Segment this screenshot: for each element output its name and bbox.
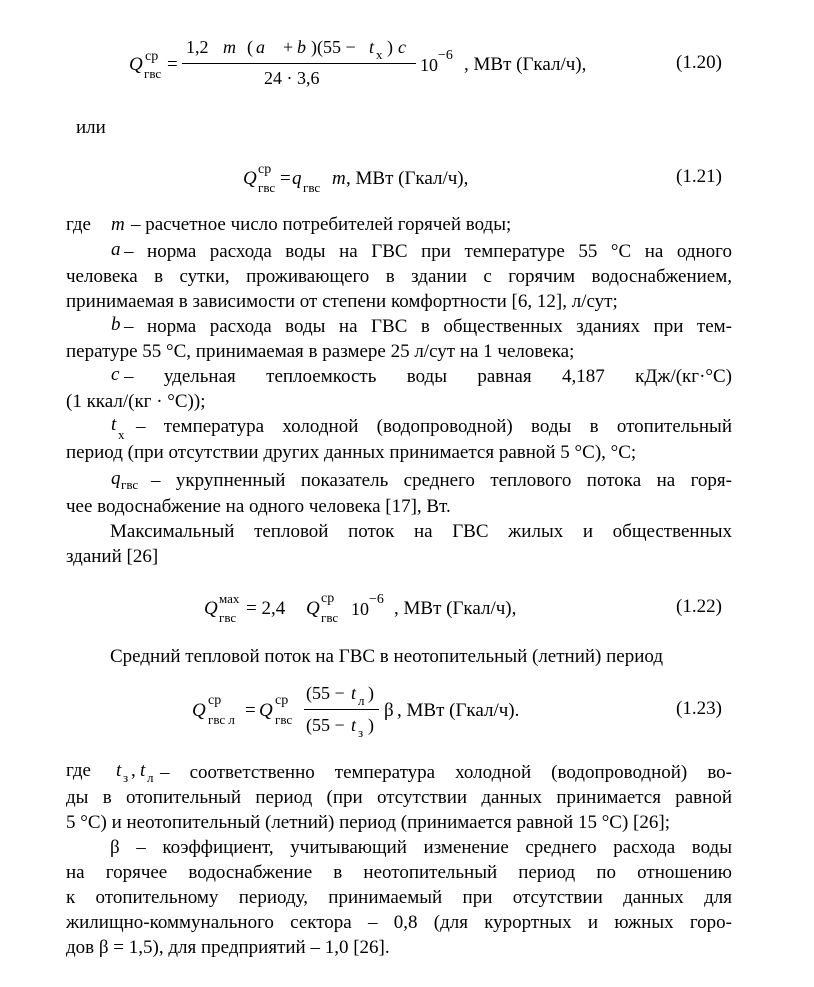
definition-symbol-q-subscript: гвс [121, 477, 139, 492]
formula-symbol-Q: Q [243, 168, 257, 189]
definition-text: человека в сутки, проживающего в здании с горячим водоснабжением, [66, 266, 732, 287]
numerator-open: (55 − [306, 683, 345, 703]
numerator-coefficient: 1,2 [186, 37, 209, 57]
definition-symbol-b: b [111, 314, 121, 335]
definition-text: β – коэффициент, учитывающий изменение среднего расхода воды [110, 837, 732, 858]
fraction-bar [182, 63, 416, 64]
numerator-close: ) [368, 683, 374, 703]
formula-superscript: ср [258, 162, 272, 177]
definition-text: на горячее водоснабжение в неотопительный период по отношению [66, 862, 732, 883]
where-word: где [66, 760, 91, 781]
definition-text: к отопительному периоду, принимаемый при отсутствии данных для [66, 887, 732, 908]
definition-text: ды в отопительный период (при отсутствии данных принимается равной [66, 787, 732, 808]
numerator-t: t [351, 683, 357, 703]
where-word: где [66, 214, 91, 235]
denominator-open: (55 − [306, 715, 345, 735]
definition-symbol-t: t [111, 414, 117, 435]
formula-equals: = [280, 168, 291, 189]
formula-number: (1.23) [676, 698, 722, 719]
formula-q-subscript: гвс [303, 180, 321, 195]
formula-number: (1.20) [676, 52, 722, 73]
definition-text: – соответственно температура холодной (водопроводной) во- [160, 762, 732, 783]
numerator-t: t [369, 37, 375, 57]
formula-equals-coefficient: = 2,4 [246, 598, 286, 619]
definition-text: – норма расхода воды на ГВС в общественных зданиях при тем- [124, 316, 732, 337]
formula-units: , МВт (Гкал/ч), [464, 54, 587, 75]
numerator-middle: )(55 − [311, 37, 356, 57]
formula-superscript: ср [208, 693, 222, 708]
formula-symbol-Q: Q [129, 54, 143, 75]
definition-text: – температура холодной (водопроводной) воды в отопительный [136, 416, 732, 437]
formula-units: , МВт (Гкал/ч), [394, 598, 517, 619]
numerator-paren: ( [247, 37, 253, 57]
definition-text: – норма расхода воды на ГВС при температуре 55 °С на одного [124, 241, 732, 262]
formula-symbol-m: m [332, 168, 346, 189]
formula-subscript: гвс л [208, 712, 235, 727]
formula-beta: β [384, 700, 394, 721]
paragraph-text: зданий [26] [66, 546, 159, 567]
power-exponent: −6 [369, 592, 384, 607]
definition-symbol-m: m [111, 214, 125, 235]
denominator-t: t [351, 715, 357, 735]
connector-word: или [76, 117, 106, 138]
definition-text: период (при отсутствии других данных принимается равной 5 °С), °С; [66, 442, 637, 463]
formula-equals: = [167, 54, 178, 75]
formula-subscript: гвс [258, 180, 276, 195]
definition-text: – удельная теплоемкость воды равная 4,187 кДж/(кг·°С) [124, 366, 732, 387]
numerator-b: b [297, 37, 306, 57]
definition-symbol-a: a [111, 239, 121, 260]
definition-text: чее водоснабжение на одного человека [17], Вт. [66, 496, 451, 517]
definition-text: принимаемая в зависимости от степени комфортности [6, 12], л/сут; [66, 291, 618, 312]
formula-symbol-Q: Q [259, 700, 273, 721]
fraction-bar [304, 709, 379, 710]
formula-symbol-Q: Q [192, 700, 206, 721]
formula-equals: = [245, 700, 256, 721]
denominator-t-subscript: з [358, 725, 364, 740]
definition-symbol-t-subscript: л [147, 770, 154, 785]
denominator-close: ) [368, 715, 374, 735]
formula-subscript: гвс [275, 712, 293, 727]
numerator-a: a [256, 37, 265, 57]
definition-symbol-t-subscript: з [123, 770, 129, 785]
formula-symbol-Q: Q [306, 598, 320, 619]
numerator-m: m [223, 37, 236, 57]
formula-subscript: гвс [219, 610, 237, 625]
numerator-close: ) [387, 37, 393, 57]
definition-text: (1 ккал/(кг · °С)); [66, 391, 206, 412]
definition-text: – укрупненный показатель среднего теплового потока на горя- [151, 470, 732, 491]
formula-number: (1.22) [676, 596, 722, 617]
formula-subscript: гвс [321, 610, 339, 625]
power-exponent: −6 [438, 48, 453, 63]
definition-symbol-q: q [111, 468, 121, 489]
numerator-plus: + [283, 37, 294, 57]
paragraph-text: Средний тепловой поток на ГВС в неотопительный (летний) период [110, 646, 664, 667]
numerator-c: c [398, 37, 406, 57]
power-base: 10 [351, 599, 369, 619]
formula-subscript: гвс [144, 66, 162, 81]
formula-superscript: ср [321, 591, 335, 606]
definition-text: – расчетное число потребителей горячей воды; [131, 214, 512, 235]
formula-symbol-Q: Q [204, 598, 218, 619]
definition-text: дов β = 1,5), для предприятий – 1,0 [26]. [66, 937, 390, 958]
numerator-t-subscript: л [358, 693, 365, 708]
definition-text: пературе 55 °С, принимаемая в размере 25 л/сут на 1 человека; [66, 341, 575, 362]
formula-superscript: мах [219, 591, 240, 606]
formula-superscript: ср [275, 693, 289, 708]
definition-symbol-t: t [140, 760, 146, 781]
definition-text: 5 °С) и неотопительный (летний) период (принимается равной 15 °С) [26]; [66, 812, 670, 833]
definition-symbol-t-subscript: х [118, 427, 125, 442]
definition-separator: , [131, 760, 136, 781]
numerator-t-subscript: х [376, 47, 383, 62]
formula-symbol-q: q [292, 168, 302, 189]
denominator: 24 · 3,6 [264, 68, 320, 88]
power-base: 10 [420, 55, 438, 75]
definition-symbol-t: t [116, 760, 122, 781]
definition-text: жилищно-коммунального сектора – 0,8 (для курортных и южных горо- [66, 912, 732, 933]
definition-symbol-c: c [111, 364, 120, 385]
paragraph-text: Максимальный тепловой поток на ГВС жилых и общественных [110, 521, 732, 542]
formula-units: , МВт (Гкал/ч), [346, 168, 469, 189]
formula-superscript: ср [145, 49, 159, 64]
formula-units: , МВт (Гкал/ч). [397, 700, 520, 721]
formula-number: (1.21) [676, 166, 722, 187]
